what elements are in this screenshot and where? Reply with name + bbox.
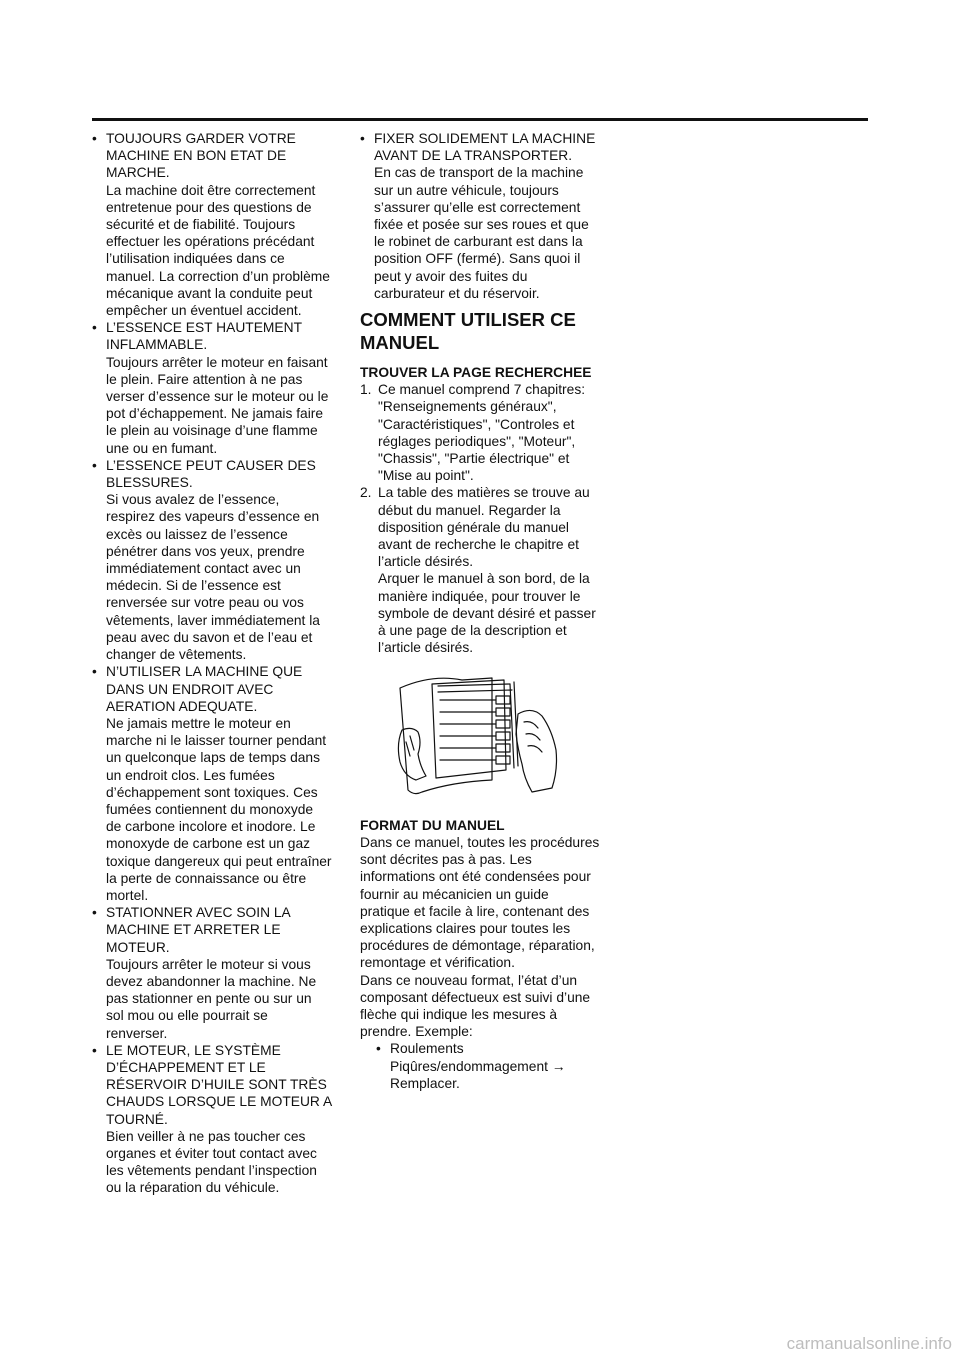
watermark: carmanualsonline.info	[786, 1334, 952, 1353]
safety-item-title: • STATIONNER AVEC SOIN LA MACHINE ET ARRETER LE MOTEUR.	[106, 905, 291, 955]
safety-item-title: • N’UTILISER LA MACHINE QUE DANS UN ENDROIT AVEC AERATION ADEQUATE.	[106, 664, 303, 714]
example-item	[360, 1040, 600, 1092]
safety-item	[92, 130, 332, 319]
safety-item	[92, 1042, 332, 1197]
safety-item-title: • L’ESSENCE PEUT CAUSER DES BLESSURES.	[106, 457, 316, 491]
section-heading: COMMENT UTILISER CE MANUEL	[360, 309, 576, 354]
example-action: Remplacer.	[390, 1075, 460, 1091]
paragraph: Dans ce manuel, toutes les procédures sont décrites pas à pas. Les informations ont été condensées pour fournir au mécanicien un guide pratique et facile à lire, contenant des explications claires pour toutes les procédures de démontage, réparation, remontage et vérification.	[360, 834, 600, 971]
safety-item-title: • LE MOTEUR, LE SYSTÈME D’ÉCHAPPEMENT ET LE RÉSERVOIR D’HUILE SONT TRÈS CHAUDS LORSQUE LE MOTEUR A TOURNÉ.	[106, 1042, 332, 1127]
numbered-item	[360, 381, 600, 484]
safety-item-body: Toujours arrêter le moteur si vous devez abandonner la machine. Ne pas stationner en pente ou sur un sol mou ou elle pourrait se renverser.	[106, 956, 317, 1041]
example-condition: Piqûres/endommagement →	[390, 1058, 566, 1074]
safety-item	[92, 457, 332, 663]
item-text: Ce manuel comprend 7 chapitres: "Renseignements généraux", "Caractéristiques", "Controles et réglages periodiques", "Moteur", "Chassis", "Partie électrique" et "Mise au point".	[378, 382, 586, 484]
subsection-title: TROUVER LA PAGE RECHERCHEE	[360, 365, 592, 381]
manual-pages-illustration	[392, 670, 564, 802]
safety-item	[92, 904, 332, 1042]
left-column	[92, 130, 332, 1197]
safety-item	[92, 663, 332, 904]
safety-item-body: Toujours arrêter le moteur en faisant le plein. Faire attention à ne pas verser d’essence sur le moteur ou le pot d’échappement. Ne jamais faire le plein au voisinage d’une flamme une ou en fumant.	[106, 354, 329, 456]
paragraph: Dans ce nouveau format, l’état d’un composant défectueux est suivi d’une flèche qui indique les mesures à prendre. Exemple:	[360, 972, 591, 1040]
safety-item-title: • TOUJOURS GARDER VOTRE MACHINE EN BON ETAT DE MARCHE.	[106, 131, 296, 181]
subsection-title: FORMAT DU MANUEL	[360, 817, 505, 833]
safety-item-body: Ne jamais mettre le moteur en marche ni le laisser tourner pendant un quelconque laps de temps dans un endroit clos. Les fumées d’échappement sont toxiques. Ces fumées contiennent du monoxyde de carbone incolore et inodore. Le monoxyde de carbone est un gaz toxique dangereux qui peut entraîner la perte de connaissance ou être mortel.	[106, 715, 332, 903]
item-number: 1.	[360, 382, 372, 398]
safety-item	[92, 319, 332, 457]
numbered-item	[360, 484, 600, 656]
safety-item-body: Bien veiller à ne pas toucher ces organes et éviter tout contact avec les vêtements pendant l’inspection ou la réparation du véhicule.	[106, 1128, 317, 1196]
right-column	[360, 130, 600, 1092]
safety-item-body: Si vous avalez de l’essence, respirez des vapeurs d’essence en excès ou laissez de l’essence pénétrer dans vos yeux, prendre immédiatement contact avec un médecin. Si de l’essence est renversée sur votre peau ou vos vêtements, laver immédiatement la peau avec du savon et de l’eau et changer de vêtements.	[106, 492, 320, 663]
safety-item-title: • L’ESSENCE EST HAUTEMENT INFLAMMABLE.	[106, 320, 302, 353]
top-rule	[92, 118, 868, 121]
safety-item-body: En cas de transport de la machine sur un autre véhicule, toujours s’assurer qu’elle est correctement fixée et posée sur ses roues et que le robinet de carburant est dans la position OFF (fermé). Sans quoi il peut y avoir des fuites du carburateur et du réservoir.	[374, 165, 589, 301]
item-text: La table des matières se trouve au début du manuel. Regarder la disposition générale du manuel avant de recherche le chapitre et l’article désirés.	[378, 485, 590, 570]
safety-item-title: • FIXER SOLIDEMENT LA MACHINE AVANT DE LA TRANSPORTER.	[374, 131, 596, 164]
item-text-continued: Arquer le manuel à son bord, de la manière indiquée, pour trouver le symbole de devant désiré et passer à une page de la description et l’article désirés.	[378, 571, 596, 656]
safety-item	[360, 130, 600, 302]
example-item-label: • Roulements	[390, 1041, 464, 1057]
safety-item-body: La machine doit être correctement entretenue pour des questions de sécurité et de fiabilité. Toujours effectuer les opérations précédant l’utilisation indiquées dans ce manuel. La correction d’un problème mécanique avant la conduite peut empêcher un éventuel accident.	[106, 182, 330, 319]
item-number: 2.	[360, 485, 372, 501]
